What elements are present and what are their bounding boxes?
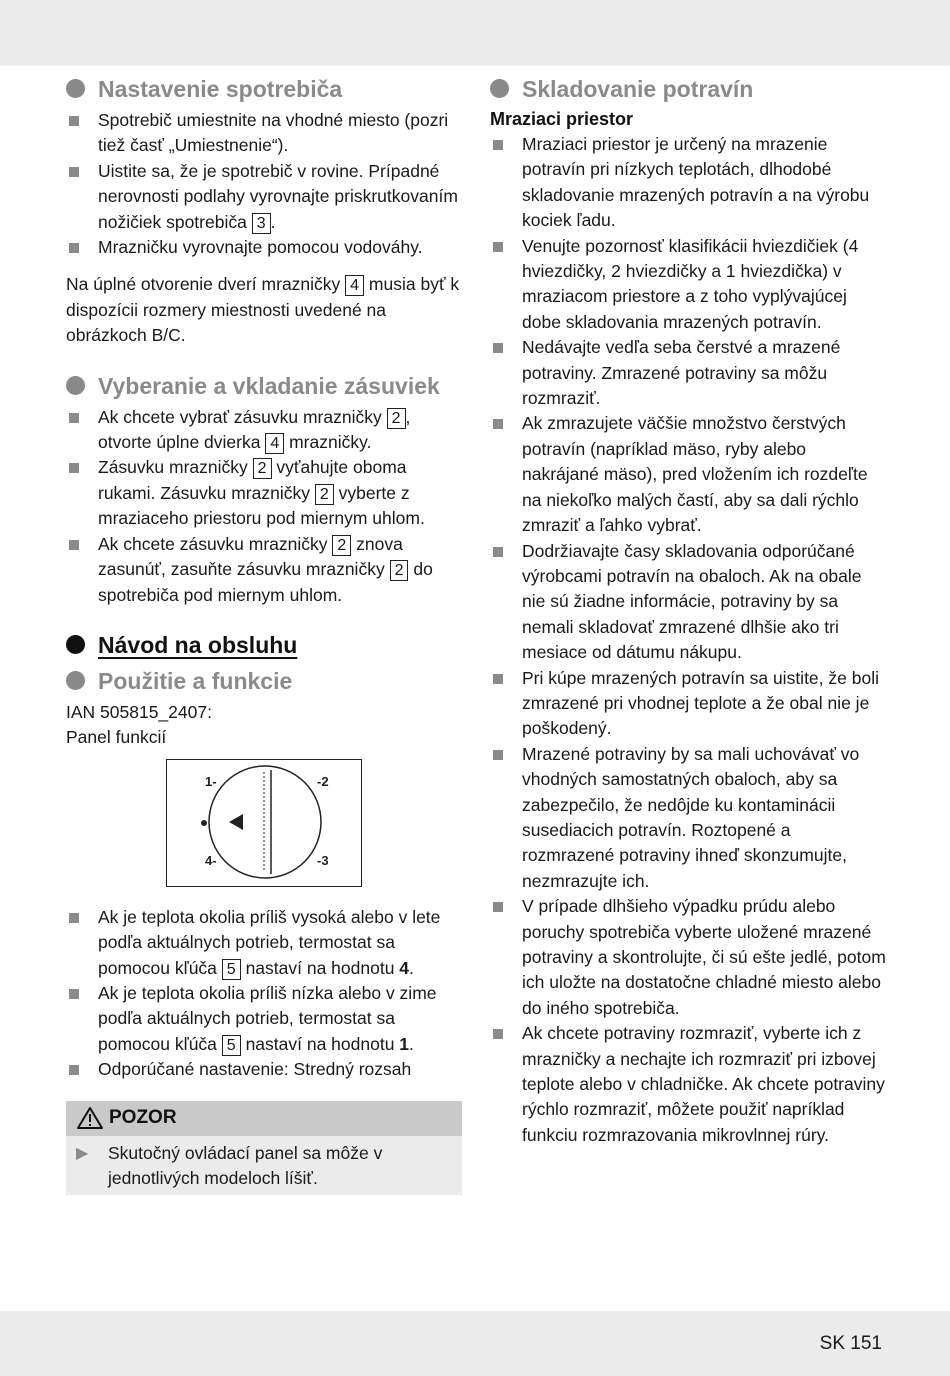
ref-box: 2 bbox=[390, 560, 409, 581]
bottom-band bbox=[0, 1311, 950, 1376]
ref-box: 2 bbox=[253, 458, 272, 479]
heading-drawers: Vyberanie a vkladanie zásuviek bbox=[66, 371, 464, 401]
dial-label-4: 4- bbox=[205, 852, 217, 868]
warning-triangle-icon bbox=[76, 1106, 104, 1130]
bullet-circle-icon bbox=[66, 376, 85, 395]
panel-label: Panel funkcií bbox=[66, 727, 167, 748]
warning-text: Skutočný ovládací panel sa môže v jednotlivých modeloch líšiť. bbox=[108, 1142, 383, 1188]
list-item: Ak je teplota okolia príliš vysoká alebo v lete podľa aktuálnych potrieb, termostat sa pomocou kľúča 5 nastaví na hodnotu 4. bbox=[66, 905, 464, 981]
list-item: Ak chcete potraviny rozmraziť, vyberte ich z mrazničky a nechajte ich rozmraziť pri izbovej teplote alebo v chladničke. Ak chcete potraviny rýchlo rozmraziť, môžete použiť napríklad funkciu rozmrazovania mikrovlnnej rúry. bbox=[490, 1021, 886, 1148]
list-item: Mrazničku vyrovnajte pomocou vodováhy. bbox=[66, 235, 464, 260]
ian-label: IAN 505815_2407: bbox=[66, 701, 212, 722]
list-item: Pri kúpe mrazených potravín sa uistite, že boli zmrazené pri vhodnej teplote a že obal nie je poškodený. bbox=[490, 666, 886, 742]
ref-box: 4 bbox=[265, 433, 284, 454]
dial-label-3: -3 bbox=[317, 852, 329, 868]
arrow-right-icon: ▶ bbox=[76, 1144, 89, 1162]
ref-box: 2 bbox=[315, 484, 334, 505]
list-item: Dodržiavajte časy skladovania odporúčané výrobcami potravín na obaloch. Ak na obale nie sú žiadne informácie, potraviny by sa nemali skladovať zmrazené dlhšie ako tri mesiace od dátumu nákupu. bbox=[490, 539, 886, 666]
list-item: Ak chcete vybrať zásuvku mrazničky 2 , otvorte úplne dvierka 4 mrazničky. bbox=[66, 405, 464, 456]
dial-label-2: -2 bbox=[317, 773, 329, 789]
page-number: SK 151 bbox=[819, 1333, 882, 1354]
ref-box: 2 bbox=[332, 535, 351, 556]
bullet-circle-icon bbox=[66, 635, 85, 654]
subheading-freezer: Mraziaci priestor bbox=[490, 109, 634, 129]
warning-title: POZOR bbox=[109, 1107, 177, 1129]
ref-box: 4 bbox=[345, 275, 364, 296]
list-item: Nedávajte vedľa seba čerstvé a mrazené potraviny. Zmrazené potraviny sa môžu rozmraziť. bbox=[490, 335, 886, 411]
control-panel-diagram bbox=[166, 759, 362, 887]
heading-manual: Návod na obsluhu bbox=[66, 630, 464, 660]
dial-pointer-icon bbox=[229, 814, 243, 830]
ref-box: 2 bbox=[387, 408, 406, 429]
warning-body bbox=[66, 1136, 462, 1196]
dial-circle bbox=[209, 766, 321, 878]
list-item: Venujte pozornosť klasifikácii hviezdičiek (4 hviezdičky, 2 hviezdičky a 1 hviezdička) v mraziacom priestore a z toho vyplývajúcej dobe skladovania mrazených potravín. bbox=[490, 234, 886, 336]
list-item: Mrazené potraviny by sa mali uchovávať vo vhodných samostatných obaloch, aby sa zabezpečilo, že nedôjde ku kontaminácii susediacich potravín. Roztopené a rozmrazené potraviny ihneď skonzumujte, nezmrazujte ich. bbox=[490, 742, 886, 894]
list-item: Ak zmrazujete väčšie množstvo čerstvých potravín (napríklad mäso, ryby alebo nakrájané mäso), pred vložením ich rozdeľte na niekoľko malých častí, aby sa dali rýchlo zmraziť a ľahko vybrať. bbox=[490, 411, 886, 538]
ref-box: 5 bbox=[222, 959, 241, 980]
bullet-circle-icon bbox=[66, 79, 85, 98]
left-column bbox=[66, 74, 464, 1195]
warning-box bbox=[66, 1101, 462, 1196]
list-item: Ak chcete zásuvku mrazničky 2 znova zasunúť, zasuňte zásuvku mrazničky 2 do spotrebiča pod miernym uhlom. bbox=[66, 532, 464, 608]
list-item: Zásuvku mrazničky 2 vyťahujte oboma rukami. Zásuvku mrazničky 2 vyberte z mraziaceho priestoru pod miernym uhlom. bbox=[66, 455, 464, 531]
right-column bbox=[490, 74, 886, 1148]
list-item: Uistite sa, že je spotrebič v rovine. Prípadné nerovnosti podlahy vyrovnajte priskrutkovaním nožičiek spotrebiča 3 . bbox=[66, 159, 464, 235]
list-item: Mraziaci priestor je určený na mrazenie potravín pri nízkych teplotách, dlhodobé skladovanie mrazených potravín a na výrobu kociek ľadu. bbox=[490, 132, 886, 234]
dial-dot-icon bbox=[201, 820, 207, 826]
dial-label-1: 1- bbox=[205, 773, 217, 789]
list-item: Odporúčané nastavenie: Stredný rozsah bbox=[66, 1057, 464, 1082]
warning-header bbox=[66, 1101, 462, 1136]
door-paragraph: Na úplné otvorenie dverí mrazničky 4 musia byť k dispozícii rozmery miestnosti uvedené na obrázkoch B/C. bbox=[66, 274, 460, 346]
setup-list bbox=[66, 108, 464, 260]
heading-setup: Nastavenie spotrebiča bbox=[66, 74, 464, 104]
storage-list bbox=[490, 132, 886, 1148]
ref-box: 3 bbox=[252, 213, 271, 234]
drawers-list bbox=[66, 405, 464, 608]
list-item: Ak je teplota okolia príliš nízka alebo v zime podľa aktuálnych potrieb, termostat sa pomocou kľúča 5 nastaví na hodnotu 1. bbox=[66, 981, 464, 1057]
top-band bbox=[0, 0, 950, 66]
bullet-circle-icon bbox=[66, 671, 85, 690]
bullet-circle-icon bbox=[490, 79, 509, 98]
ref-box: 5 bbox=[222, 1035, 241, 1056]
list-item: V prípade dlhšieho výpadku prúdu alebo poruchy spotrebiča vyberte uložené mrazené potraviny a skontrolujte, či sú ešte jedlé, potom ich uložte na dostatočne chladné miesto alebo do iného spotrebiča. bbox=[490, 894, 886, 1021]
list-item: Spotrebič umiestnite na vhodné miesto (pozri tiež časť „Umiestnenie“). bbox=[66, 108, 464, 159]
heading-storage: Skladovanie potravín bbox=[490, 74, 886, 104]
heading-usage: Použitie a funkcie bbox=[66, 666, 464, 696]
usage-list bbox=[66, 905, 464, 1083]
